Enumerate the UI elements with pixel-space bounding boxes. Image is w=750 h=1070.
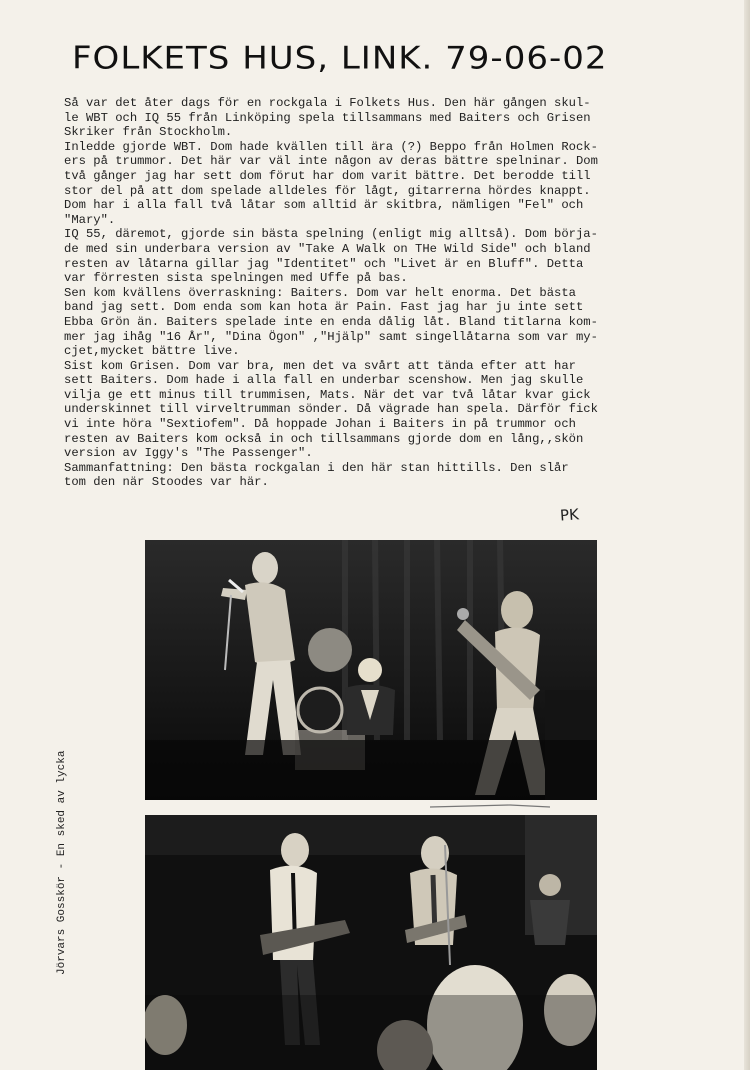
torn-edge-mark [430, 801, 550, 811]
body-line: resten av Baiters kom också in och tillsammans gjorde dom en lång,,skön [64, 431, 584, 446]
body-line: Ebba Grön än. Baiters spelade inte en enda dålig låt. Bland titlarna kom- [64, 314, 598, 329]
body-line: resten av låtarna gillar jag "Identitet" och "Livet är en Bluff". Detta [64, 256, 584, 271]
body-line: band jag sett. Dom enda som kan hota är Pain. Fast jag har ju inte sett [64, 300, 584, 315]
article-body [64, 96, 684, 490]
body-line: underskinnet till virveltrumman sönder. Då vägrade han spela. Därför fick [64, 402, 598, 417]
body-line: version av Iggy's "The Passenger". [64, 446, 313, 461]
body-line: Dom har i alla fall två låtar som alltid är skitbra, nämligen "Fel" och [64, 198, 584, 213]
body-line: stor del på att dom spelade alldeles för lågt, gitarrerna hördes knappt. [64, 183, 591, 198]
body-line: vi inte höra "Sextiofem". Då hoppade Johan i Baiters in på trummor och [64, 417, 576, 432]
body-line: ers på trummor. Det här var väl inte någon av deras bättre spelninar. Dom [64, 154, 598, 169]
body-line: Skriker från Stockholm. [64, 125, 233, 140]
body-line: "Mary". [64, 212, 116, 227]
body-line: cjet,mycket bättre live. [64, 344, 240, 359]
body-line: Inledde gjorde WBT. Dom hade kvällen till ära (?) Beppo från Holmen Rock- [64, 139, 598, 154]
body-line: Sammanfattning: Den bästa rockgalan i den här stan hittills. Den slår [64, 460, 569, 475]
body-line: de med sin underbara version av "Take A Walk on THe Wild Side" och bland [64, 241, 591, 256]
body-line: var förresten sista spelningen med Uffe på bas. [64, 271, 408, 286]
body-line: Så var det åter dags för en rockgala i Folkets Hus. Den här gången skul- [64, 96, 591, 110]
body-line: tom den när Stoodes var här. [64, 475, 269, 490]
page-title: FOLKETS HUS, LINK. 79-06-02 [72, 40, 608, 77]
body-line: le WBT och IQ 55 från Linköping spela tillsammans med Baiters och Grisen [64, 110, 591, 125]
page-edge [744, 0, 750, 1070]
body-line: IQ 55, däremot, gjorde sin bästa spelning (enligt mig alltså). Dom börja- [64, 227, 598, 242]
body-line: mer jag ihåg "16 År", "Dina Ögon" ,"Hjälp" samt singellåtarna som var my- [64, 329, 598, 344]
signature: PK [559, 505, 580, 525]
side-caption: Jörvars Gosskör - En sked av lycka [56, 750, 68, 975]
body-line: sett Baiters. Dom hade i alla fall en underbar scenshow. Men jag skulle [64, 373, 584, 388]
body-line: Sen kom kvällens överraskning: Baiters. Dom var helt enorma. Det bästa [64, 285, 576, 300]
body-line: två gånger jag har sett dom förut har dom varit bättre. Det berodde till [64, 168, 591, 183]
body-line: Sist kom Grisen. Dom var bra, men det va svårt att tända efter att har [64, 358, 576, 373]
concert-photo-2 [145, 815, 597, 1070]
body-line: vilja ge ett minus till trummisen, Mats. När det var två låtar kvar gick [64, 387, 591, 402]
concert-photo-1 [145, 540, 597, 800]
